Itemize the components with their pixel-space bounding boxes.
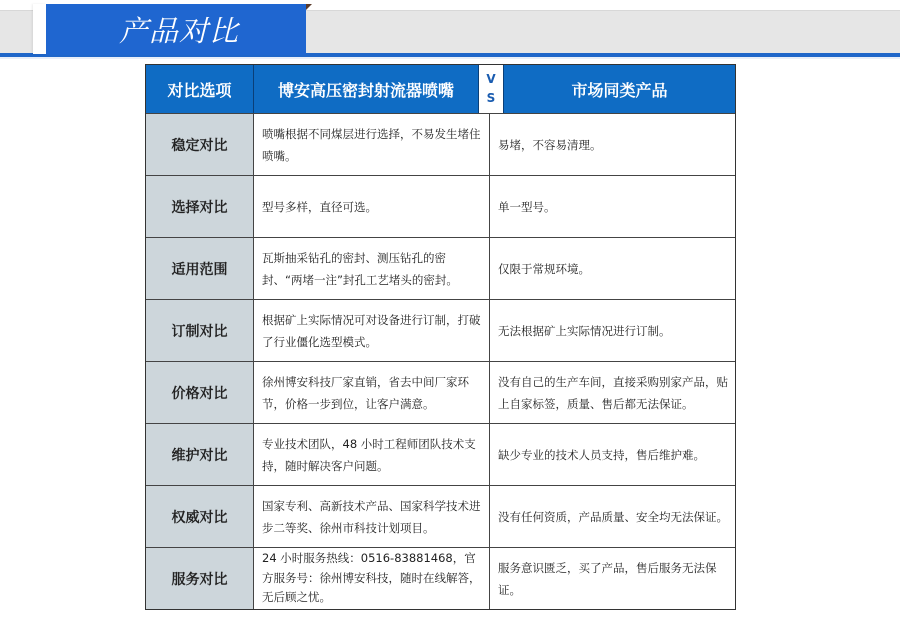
table-row: [146, 361, 735, 423]
market-product-cell: 无法根据矿上实际情况进行订制。: [490, 300, 735, 361]
table-row: [146, 299, 735, 361]
our-product-cell: 喷嘴根据不同煤层进行选择，不易发生堵住喷嘴。: [254, 114, 490, 175]
market-product-cell: 没有自己的生产车间，直接采购别家产品，贴上自家标签，质量、售后都无法保证。: [490, 362, 735, 423]
row-label: 服务对比: [146, 548, 254, 609]
comparison-table: [145, 64, 736, 610]
row-label: 订制对比: [146, 300, 254, 361]
vs-badge: [479, 65, 504, 113]
column-header-our-product: 博安高压密封射流器喷嘴: [254, 65, 479, 113]
row-label: 适用范围: [146, 238, 254, 299]
market-product-cell: 仅限于常规环境。: [490, 238, 735, 299]
table-row: [146, 113, 735, 175]
section-title-tab: [46, 4, 306, 55]
our-product-cell: 专业技术团队，48 小时工程师团队技术支持，随时解决客户问题。: [254, 424, 490, 485]
column-header-market-product: 市场同类产品: [571, 80, 668, 100]
market-product-cell: 单一型号。: [490, 176, 735, 237]
table-row: [146, 423, 735, 485]
row-label: 选择对比: [146, 176, 254, 237]
our-product-cell: 根据矿上实际情况可对设备进行订制，打破了行业僵化选型模式。: [254, 300, 490, 361]
table-row: [146, 237, 735, 299]
row-label: 权威对比: [146, 486, 254, 547]
vs-badge-s: S: [486, 91, 496, 105]
column-header-option: 对比选项: [146, 65, 254, 113]
market-product-cell: 易堵，不容易清理。: [490, 114, 735, 175]
header-divider-shadow: [0, 57, 900, 59]
title-tab-corner-decoration: [306, 4, 312, 10]
table-row: [146, 175, 735, 237]
market-product-cell: 没有任何资质，产品质量、安全均无法保证。: [490, 486, 735, 547]
row-label: 价格对比: [146, 362, 254, 423]
title-tab-edge: [33, 4, 46, 54]
our-product-cell: 瓦斯抽采钻孔的密封、测压钻孔的密封、“两堵一注”封孔工艺堵头的密封。: [254, 238, 490, 299]
row-label: 维护对比: [146, 424, 254, 485]
market-product-cell: 服务意识匮乏，买了产品，售后服务无法保证。: [490, 548, 735, 609]
market-product-cell: 缺少专业的技术人员支持，售后维护难。: [490, 424, 735, 485]
row-label: 稳定对比: [146, 114, 254, 175]
our-product-cell: 国家专利、高新技术产品、国家科学技术进步二等奖、徐州市科技计划项目。: [254, 486, 490, 547]
our-product-cell: 徐州博安科技厂家直销，省去中间厂家环节，价格一步到位，让客户满意。: [254, 362, 490, 423]
our-product-cell: 24 小时服务热线：0516-83881468，官方服务号：徐州博安科技，随时在线解答，无后顾之忧。: [254, 548, 490, 609]
table-header-row: [146, 65, 735, 113]
section-title: 产品对比: [118, 14, 239, 48]
table-row: [146, 547, 735, 609]
table-row: [146, 485, 735, 547]
vs-badge-v: V: [486, 72, 496, 86]
our-product-cell: 型号多样，直径可选。: [254, 176, 490, 237]
